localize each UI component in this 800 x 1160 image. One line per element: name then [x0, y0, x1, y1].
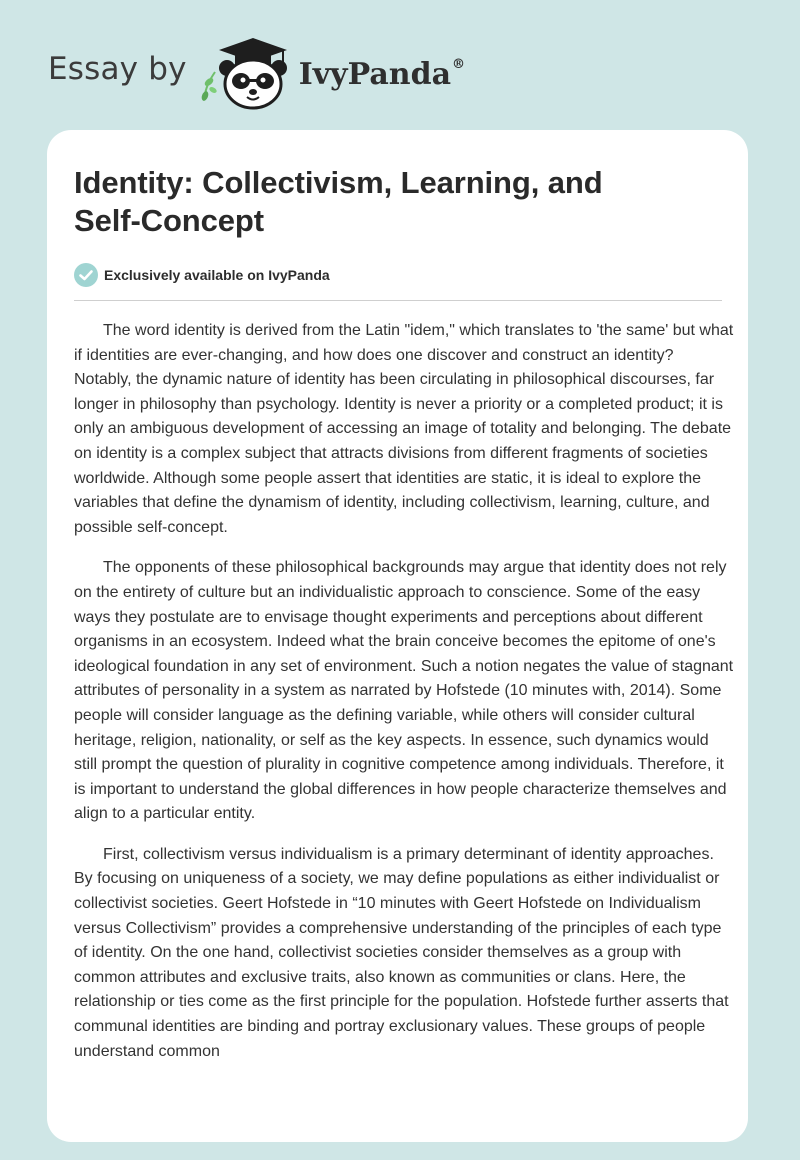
divider	[74, 300, 722, 301]
essay-body	[74, 319, 734, 1064]
essay-card	[47, 130, 748, 1142]
brand-header[interactable]	[48, 34, 465, 110]
badge-text: Exclusively available on IvyPanda	[104, 267, 330, 283]
brand-name: IvyPanda®	[298, 56, 466, 92]
check-circle-icon	[74, 263, 98, 287]
panda-graduate-logo-icon	[201, 34, 293, 110]
page-title: Identity: Collectivism, Learning, and Self-Concept	[74, 165, 603, 238]
exclusive-badge	[74, 263, 722, 287]
paragraph: First, collectivism versus individualism is a primary determinant of identity approaches. By focusing on uniqueness of a society, we may define populations as either individualist or collectivist societies. Geert Hofstede in “10 minutes with Geert Hofstede on Individualism versus Collectivism” provides a comprehensive understanding of the principles of each type of identity. On the one hand, collectivist societies consider themselves as a group with common attributes and exclusive traits, also known as communities or clans. Here, the relationship or ties come as the first principle for the population. Hofstede further asserts that communal identities are binding and portray exclusionary values. These groups of people understand common	[74, 845, 729, 1060]
brand-prefix: Essay by	[48, 51, 187, 87]
paragraph: The opponents of these philosophical backgrounds may argue that identity does not rely on the entirety of culture but an individualistic approach to conscience. Some of the easy ways they postulate are to envisage thought experiments and perceptions about different organisms in an ecosystem. Indeed what the brain conceive becomes the epitome of one's ideological foundation in any set of environment. Such a notion negates the value of stagnant attributes of personality in a system as narrated by Hofstede (10 minutes with, 2014). Some people will consider language as the defining variable, while others will consider cultural heritage, religion, nationality, or self as the key aspects. In essence, such dynamics would still prompt the question of plurality in cognitive competence among individuals. Therefore, it is important to understand the global differences in how people characterize themselves and align to a particular entity.	[74, 559, 734, 823]
paragraph: The word identity is derived from the Latin "idem," which translates to 'the same' but what if identities are ever-changing, and how does one discover and construct an identity? Notably, the dynamic nature of identity has been circulating in philosophical discourses, far longer in philosophy than psychology. Identity is never a priority or a completed product; it is only an ambiguous development of accessing an image of totality and belonging. The debate on identity is a complex subject that attracts divisions from different fragments of societies worldwide. Although some people assert that identities are static, it is ideal to explore the variables that define the dynamism of identity, including collectivism, learning, culture, and possible self-concept.	[74, 322, 734, 536]
